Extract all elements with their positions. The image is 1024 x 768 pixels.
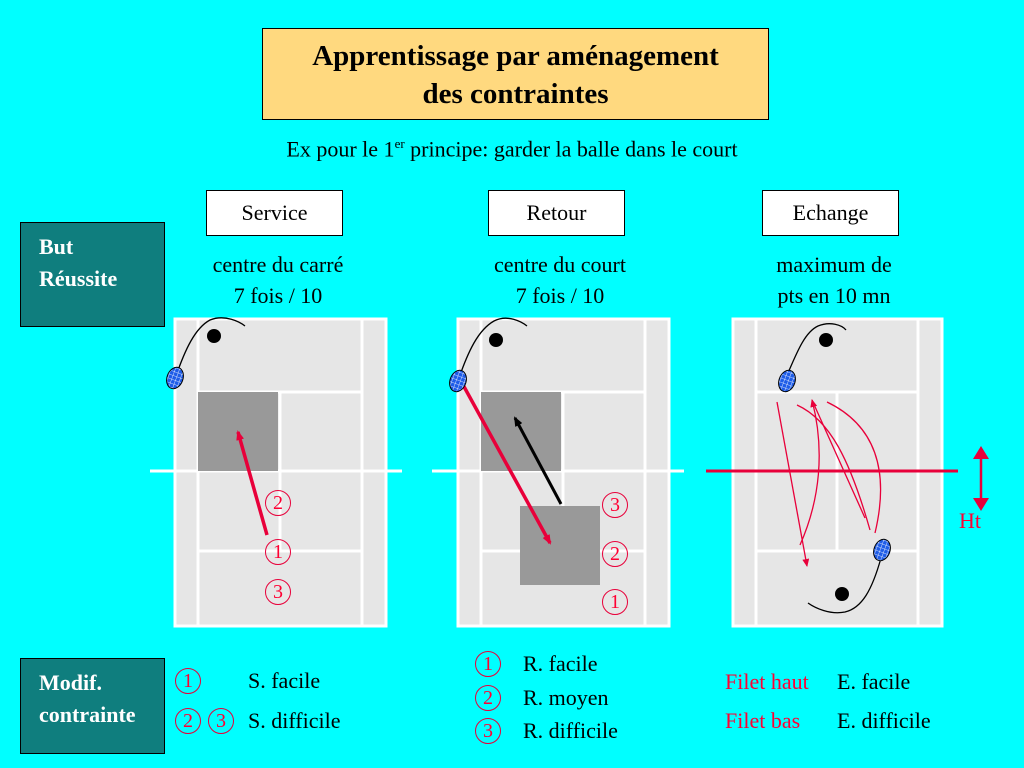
echange-goal: maximum de pts en 10 mn bbox=[776, 252, 892, 308]
column-header-service: Service bbox=[206, 190, 343, 236]
service-goal: centre du carré 7 fois / 10 bbox=[212, 252, 344, 308]
number-circle: 1 bbox=[265, 539, 291, 565]
service-legend-hard: S. difficile bbox=[248, 708, 341, 733]
number-circle: 2 bbox=[475, 685, 501, 711]
number-circle: 1 bbox=[602, 589, 628, 615]
echange-legend-hard: E. difficile bbox=[837, 708, 931, 733]
number-circle: 1 bbox=[475, 651, 501, 677]
subtitle: Ex pour le 1er principe: garder la balle dans le court bbox=[286, 136, 738, 162]
but-label: But bbox=[39, 234, 74, 259]
title-line2: des contraintes bbox=[422, 78, 609, 110]
retour-legend-medium: R. moyen bbox=[523, 685, 609, 710]
ball-icon bbox=[207, 329, 221, 343]
modif-contrainte-box bbox=[20, 658, 165, 754]
service-target-zone bbox=[198, 392, 278, 471]
number-circle: 3 bbox=[265, 579, 291, 605]
number-circle: 2 bbox=[602, 541, 628, 567]
title-line1: Apprentissage par aménagement bbox=[312, 40, 719, 72]
number-circle: 3 bbox=[208, 708, 234, 734]
ball-icon bbox=[835, 587, 849, 601]
reussite-label: Réussite bbox=[39, 266, 118, 291]
retour-legend-easy: R. facile bbox=[523, 651, 598, 676]
number-circle: 2 bbox=[175, 708, 201, 734]
net-high-label: Filet haut bbox=[725, 669, 809, 694]
ball-icon bbox=[489, 333, 503, 347]
retour-goal: centre du court 7 fois / 10 bbox=[494, 252, 626, 308]
modif-label: Modif. bbox=[39, 670, 102, 695]
number-circle: 3 bbox=[475, 718, 501, 744]
contrainte-label: contrainte bbox=[39, 702, 136, 727]
retour-court bbox=[432, 318, 684, 626]
column-header-echange: Echange bbox=[762, 190, 899, 236]
retour-legend-hard: R. difficile bbox=[523, 718, 618, 743]
echange-legend-easy: E. facile bbox=[837, 669, 911, 694]
ball-icon bbox=[819, 333, 833, 347]
echange-court bbox=[706, 319, 989, 626]
number-circle: 2 bbox=[265, 490, 291, 516]
net-low-label: Filet bas bbox=[725, 708, 801, 733]
height-label: Ht bbox=[959, 508, 981, 533]
number-circle: 1 bbox=[175, 668, 201, 694]
retour-target-zone bbox=[520, 506, 600, 585]
column-header-retour: Retour bbox=[488, 190, 625, 236]
number-circle: 3 bbox=[602, 492, 628, 518]
service-legend-easy: S. facile bbox=[248, 668, 321, 693]
